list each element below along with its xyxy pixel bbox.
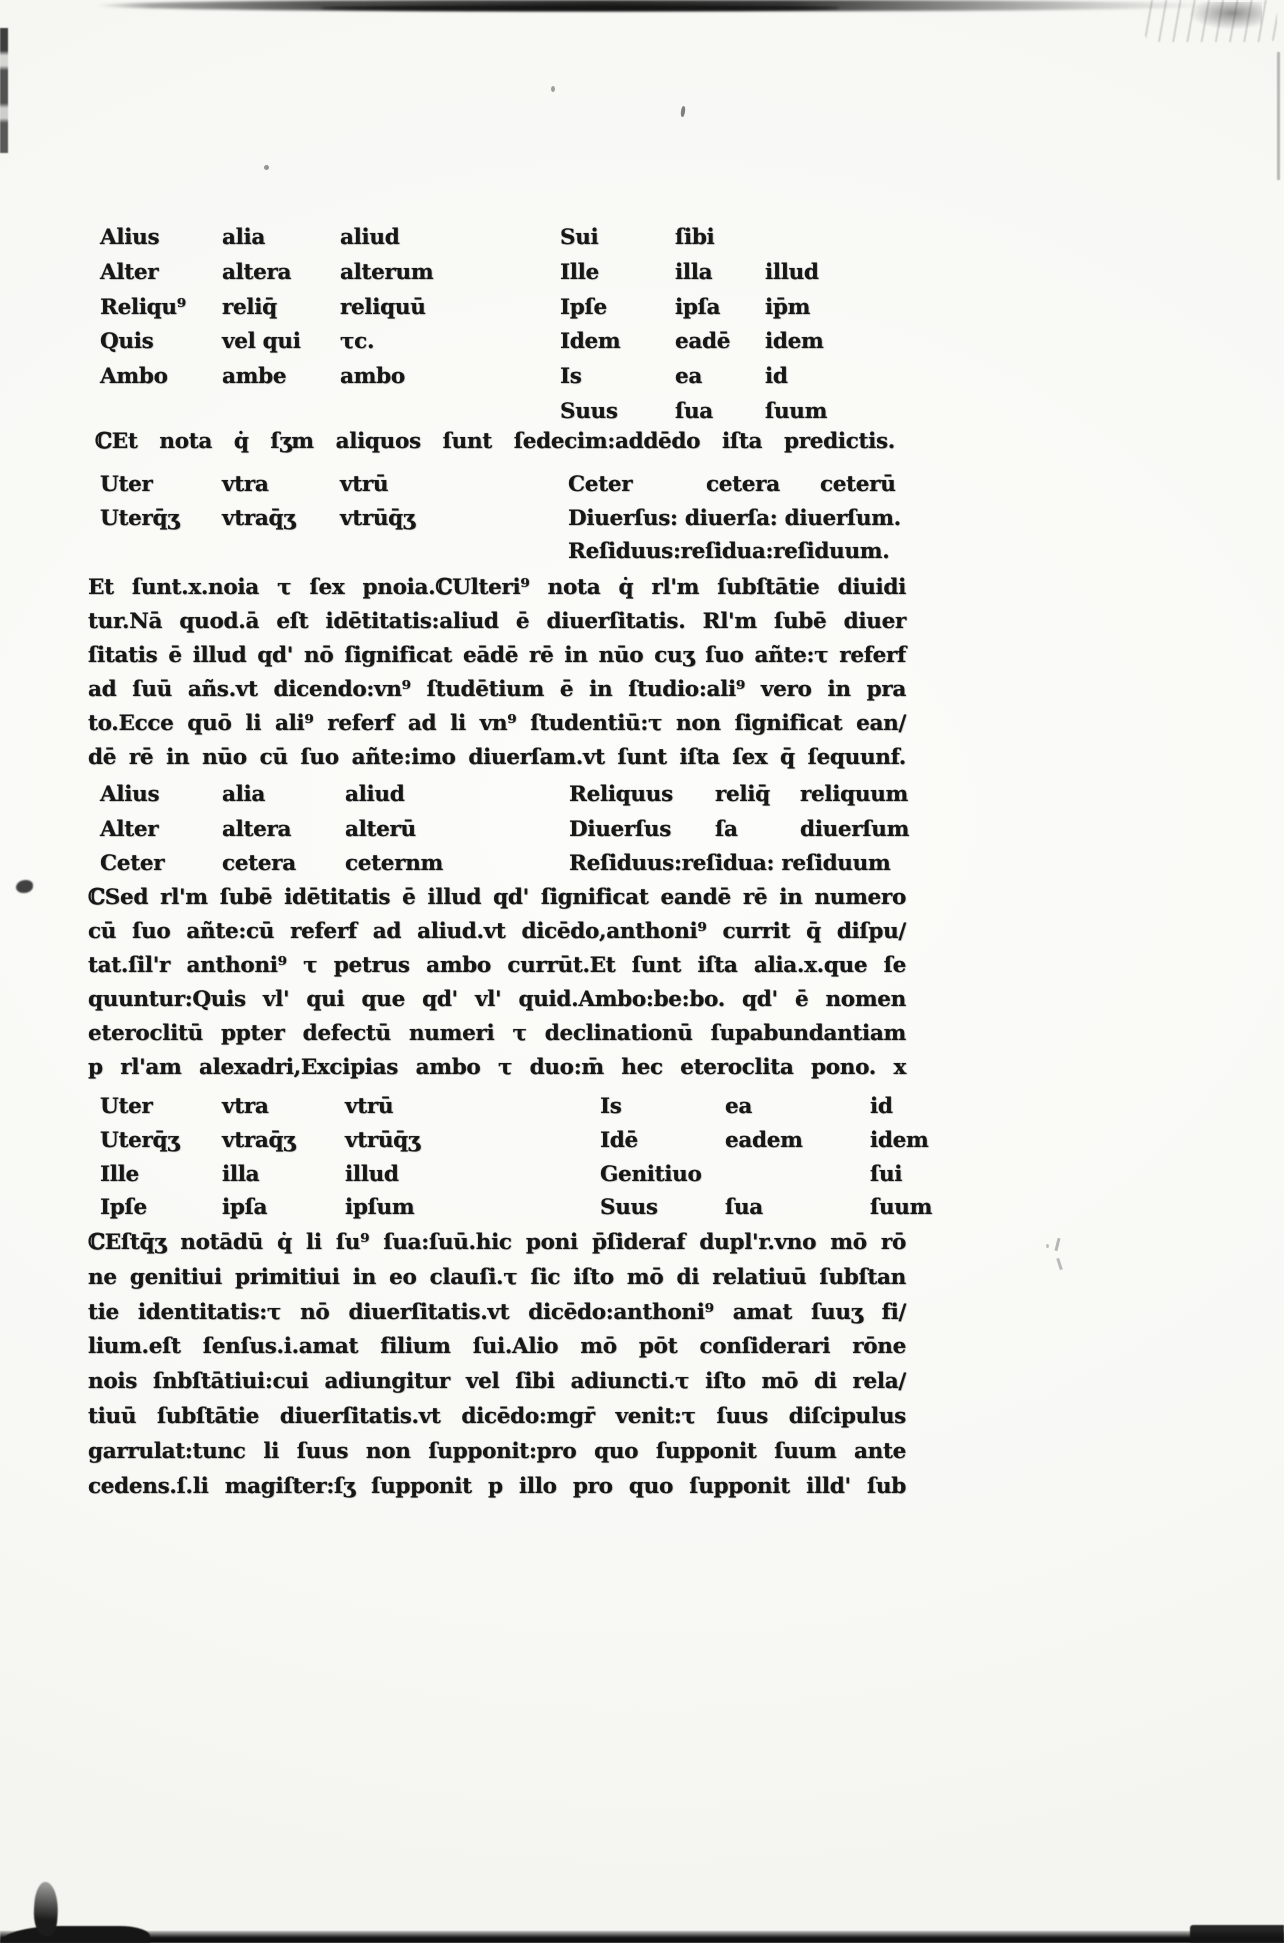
table-cell: Idem bbox=[560, 329, 621, 355]
table-cell: vtrū bbox=[345, 1094, 394, 1119]
table-cell: Uter bbox=[100, 1094, 153, 1119]
table-cell: vtraq̄ʒ bbox=[222, 1127, 296, 1153]
table-cell: ſua bbox=[675, 399, 713, 424]
table-cell: ipſum bbox=[345, 1195, 415, 1221]
table-cell: ſui bbox=[870, 1161, 903, 1187]
table-cell: idem bbox=[765, 329, 824, 355]
table-cell: Ceter bbox=[568, 472, 633, 497]
table-cell: Alius bbox=[100, 782, 160, 807]
table-cell: Uterq̄ʒ bbox=[100, 1127, 180, 1153]
table-cell: Alius bbox=[100, 225, 160, 250]
text-line: tur.Nā quod.ā eſt idētitatis:aliud ē diuerſitatis. Rl'm ſubē diuer bbox=[88, 609, 906, 634]
text-line: tat.ſil'r anthoni⁹ τ petrus ambo currūt.Et ſunt iſta alia.x.que ſe bbox=[88, 953, 906, 978]
table-cell: Reliquus bbox=[569, 782, 673, 807]
text-line: ℂSed rl'm ſubē idētitatis ē illud qd' ſignificat eandē rē in numero bbox=[88, 885, 906, 910]
table-cell: Sui bbox=[560, 225, 599, 250]
table-cell: ceternm bbox=[345, 851, 443, 876]
table-cell: ſua bbox=[725, 1195, 763, 1221]
table-cell: altera bbox=[222, 816, 292, 842]
handwritten-mark bbox=[1054, 1238, 1060, 1251]
table-cell: id bbox=[870, 1094, 893, 1119]
table-cell: Ille bbox=[560, 259, 599, 285]
table-cell: eadem bbox=[725, 1127, 803, 1153]
text-line: garrulat:tunc li ſuus non ſupponit:pro quo ſupponit ſuum ante bbox=[88, 1438, 906, 1464]
table-cell: vel qui bbox=[222, 329, 301, 355]
table-cell: vtrū bbox=[340, 472, 389, 497]
scan-blob-bottom-left bbox=[32, 1881, 60, 1937]
table-cell: Is bbox=[600, 1094, 622, 1119]
scan-strip-bottom bbox=[0, 1931, 1284, 1943]
handwritten-mark bbox=[1056, 1258, 1063, 1270]
table-cell: alia bbox=[222, 225, 265, 250]
table-cell: τc. bbox=[340, 329, 375, 355]
table-cell: vtra bbox=[222, 472, 269, 497]
table-cell: vtrūq̄ʒ bbox=[345, 1127, 420, 1153]
table-cell: ceterū bbox=[820, 472, 896, 497]
table-cell: altera bbox=[222, 259, 292, 285]
text-line: tiuū ſubſtātie diuerſitatis.vt dicēdo:mgr̄ venit:τ ſuus diſcipulus bbox=[88, 1404, 906, 1429]
table-cell: Alter bbox=[100, 259, 159, 285]
table-cell: alterum bbox=[340, 259, 434, 285]
scan-smudge-top-dark bbox=[320, 5, 840, 11]
table-cell: Ceter bbox=[100, 851, 165, 876]
table-cell: Quis bbox=[100, 329, 154, 355]
table-cell: id bbox=[765, 364, 788, 390]
ink-blob-left-margin bbox=[16, 880, 33, 893]
text-line: to.Ecce quō li ali⁹ referf ad li vn⁹ ſtudentiū:τ non ſignificat ean/ bbox=[88, 711, 906, 736]
table-cell: Suus bbox=[600, 1195, 658, 1221]
scan-speck-3 bbox=[680, 106, 685, 117]
table-cell: reliquum bbox=[800, 782, 908, 807]
text-line: tie identitatis:τ nō diuerſitatis.vt dicēdo:anthoni⁹ amat ſuuʒ fi/ bbox=[88, 1299, 906, 1325]
table-cell: alia bbox=[222, 782, 265, 807]
text-line: eteroclitū ppter defectū numeri τ declinationū ſupabundantiam bbox=[88, 1021, 906, 1046]
scan-mark-left-edge bbox=[0, 28, 8, 153]
scan-speck-2 bbox=[551, 86, 555, 92]
table-cell: Alter bbox=[100, 816, 159, 842]
handwritten-mark bbox=[1046, 1244, 1049, 1248]
table-cell: alterū bbox=[345, 816, 416, 842]
table-cell: Suus bbox=[560, 399, 618, 424]
table-cell: illa bbox=[222, 1161, 260, 1187]
table-cell: Genitiuo bbox=[600, 1161, 702, 1187]
text-line: quuntur:Quis vl' qui que qd' vl' quid.Ambo:be:bo. qd' ē nomen bbox=[88, 987, 906, 1012]
scan-scribble-top-right-blot bbox=[1188, 2, 1262, 30]
table-cell: Uter bbox=[100, 472, 153, 497]
text-line: ſitatis ē illud qd' nō ſignificat eādē rē in nūo cuʒ ſuo añte:τ referf bbox=[88, 643, 906, 668]
table-cell: Reſiduus:reſidua:reſiduum. bbox=[568, 539, 890, 564]
table-cell: idem bbox=[870, 1127, 929, 1153]
table-cell: ipſa bbox=[675, 294, 721, 320]
table-cell: ſuum bbox=[870, 1195, 933, 1221]
table-cell: illud bbox=[345, 1161, 399, 1187]
table-cell: vtra bbox=[222, 1094, 269, 1119]
table-cell: ſibi bbox=[675, 225, 715, 250]
table-cell: Ipſe bbox=[100, 1195, 147, 1221]
scan-speck-1 bbox=[264, 165, 269, 170]
table-cell: cetera bbox=[222, 851, 296, 876]
scan-line-right-edge bbox=[1277, 52, 1280, 180]
scan-strip-bottom-right bbox=[1190, 1925, 1284, 1943]
table-cell: ea bbox=[675, 364, 703, 390]
text-line: Et ſunt.x.noia τ ſex pnoia.ℂUlteri⁹ nota q̇ rl'm ſubſtātie diuidi bbox=[88, 575, 906, 600]
text-line: ℂEſtq̄ʒ notādū q̇ li ſu⁹ ſua:ſuū.hic poni p̄ſideraf dupl'r.vno mō rō bbox=[88, 1230, 906, 1255]
table-cell: aliud bbox=[345, 782, 405, 807]
table-cell: ambe bbox=[222, 364, 287, 390]
table-cell: reliquū bbox=[340, 294, 426, 320]
table-cell: Uterq̄ʒ bbox=[100, 505, 180, 531]
table-cell: cetera bbox=[706, 472, 780, 497]
table-cell: eadē bbox=[675, 329, 731, 355]
text-line: ℂEt nota q̇ ſʒm aliquos ſunt ſedecim:addēdo iſta predictis. bbox=[95, 429, 895, 454]
table-cell: Diuerſus bbox=[569, 816, 672, 842]
table-cell: illa bbox=[675, 259, 713, 285]
table-cell: Ille bbox=[100, 1161, 139, 1187]
table-cell: Diuerſus: diuerſa: diuerſum. bbox=[568, 505, 901, 531]
table-cell: ſa bbox=[715, 816, 738, 842]
scan-strip-bottom-left bbox=[0, 1926, 150, 1943]
table-cell: ſuum bbox=[765, 399, 828, 424]
table-cell: Ipſe bbox=[560, 294, 607, 320]
table-cell: diuerſum bbox=[800, 816, 910, 842]
table-cell: ipſa bbox=[222, 1195, 268, 1221]
text-line: cedens.ſ.li magiſter:ſʒ ſupponit p illo pro quo ſupponit illd' ſub bbox=[88, 1473, 906, 1499]
text-line: dē rē in nūo cū ſuo añte:imo diuerſam.vt ſunt iſta ſex q̄ ſequunf. bbox=[88, 745, 906, 770]
table-cell: ea bbox=[725, 1094, 753, 1119]
text-line: nois ſnbſtātiui:cui adiungitur vel ſibi adiuncti.τ iſto mō di rela/ bbox=[88, 1369, 906, 1395]
text-line: ne genitiui primitiui in eo clauſi.τ ſic iſto mō di relatiuū ſubſtan bbox=[88, 1264, 906, 1290]
table-cell: Idē bbox=[600, 1127, 638, 1153]
text-line: lium.eſt ſenſus.i.amat filium ſui.Alio mō pōt conſiderari rōne bbox=[88, 1334, 906, 1360]
text-line: ad ſuū añs.vt dicendo:vn⁹ ſtudētium ē in ſtudio:ali⁹ vero in pra bbox=[88, 677, 906, 702]
table-cell: aliud bbox=[340, 225, 400, 250]
table-cell: Is bbox=[560, 364, 582, 390]
table-cell: reliq̄ bbox=[715, 782, 770, 807]
table-cell: vtraq̄ʒ bbox=[222, 505, 296, 531]
table-cell: ambo bbox=[340, 364, 405, 390]
table-cell: Ambo bbox=[100, 364, 168, 390]
table-cell: illud bbox=[765, 259, 819, 285]
table-cell: Reliqu⁹ bbox=[100, 294, 186, 320]
text-line: p rl'am alexadri,Excipias ambo τ duo:m̄ hec eteroclita pono. x bbox=[88, 1055, 906, 1080]
table-cell: ip̄m bbox=[765, 294, 811, 320]
table-cell: vtrūq̄ʒ bbox=[340, 505, 415, 531]
table-cell: Reſiduus:reſidua: reſiduum bbox=[569, 851, 891, 876]
table-cell: reliq̄ bbox=[222, 294, 277, 320]
text-line: cū ſuo añte:cū referf ad aliud.vt dicēdo,anthoni⁹ currit q̄ diſpu/ bbox=[88, 919, 906, 944]
